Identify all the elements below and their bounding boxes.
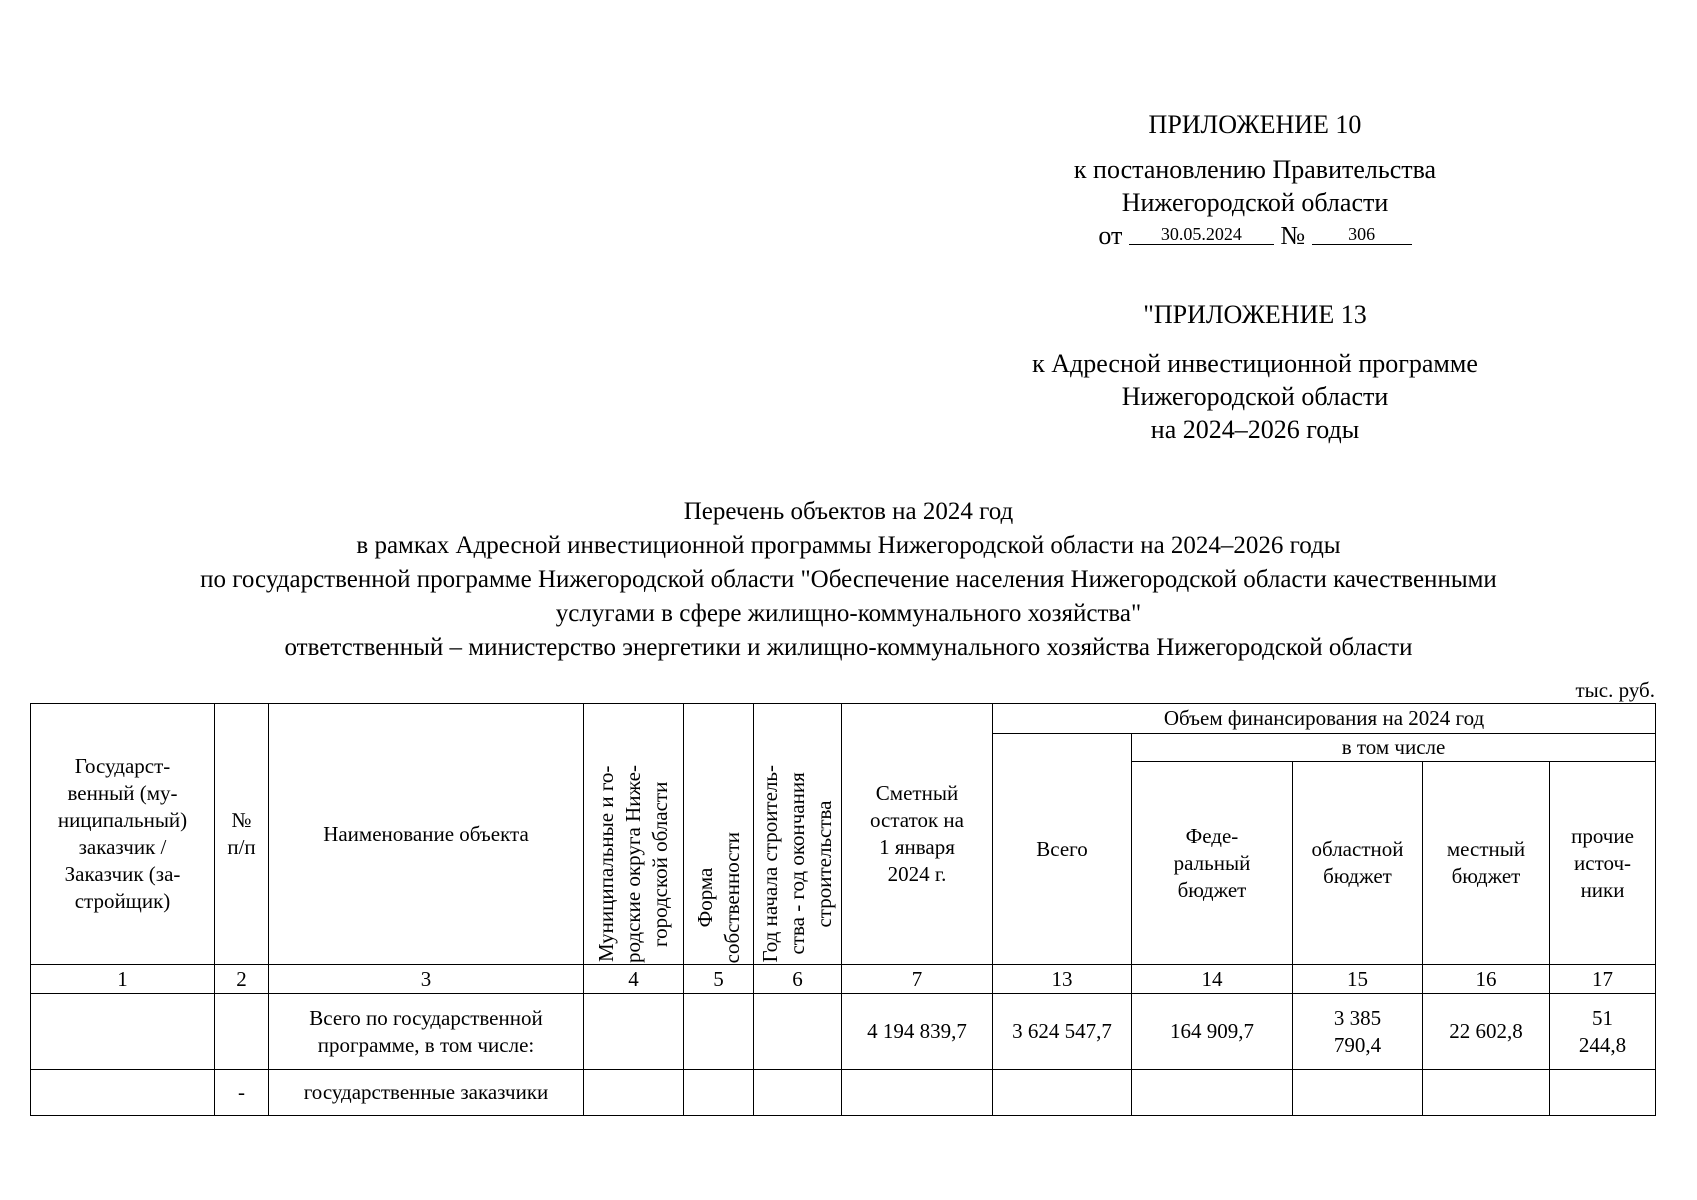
column-number: 15 xyxy=(1293,965,1423,994)
header-ownership xyxy=(684,704,754,965)
header-municipal-line: городской области xyxy=(648,781,672,947)
header-estimated-line: 1 января xyxy=(879,835,955,859)
header-customer-line: заказчик / xyxy=(78,835,167,859)
cell-years xyxy=(754,994,842,1070)
header-customer-line: венный (му- xyxy=(67,781,178,805)
cell-object-name xyxy=(269,1070,584,1116)
decree-number: 306 xyxy=(1312,224,1412,245)
cell-object-name xyxy=(269,994,584,1070)
cell-total: 3 624 547,7 xyxy=(993,994,1132,1070)
decree-date: 30.05.2024 xyxy=(1129,224,1274,245)
cell-ownership xyxy=(684,994,754,1070)
appendix-13-line-1: к Адресной инвестиционной программе xyxy=(1032,349,1478,378)
document-title-line-1: Перечень объектов на 2024 год xyxy=(683,498,1014,525)
header-num xyxy=(215,704,269,965)
header-regional-line: бюджет xyxy=(1323,864,1392,888)
header-customer-line: Заказчик (за- xyxy=(64,862,181,886)
cell-estimated-balance: 4 194 839,7 xyxy=(842,994,993,1070)
appendix-10-line-1: к постановлению Правительства xyxy=(1073,155,1437,184)
header-estimated-balance xyxy=(842,704,993,965)
cell-regional xyxy=(1293,994,1423,1070)
header-num-line: № xyxy=(231,808,252,832)
header-customer xyxy=(31,704,215,965)
header-federal-line: ральный xyxy=(1173,850,1251,875)
column-number-row xyxy=(31,965,1656,994)
appendix-13-header xyxy=(1000,298,1510,446)
column-number: 16 xyxy=(1423,965,1550,994)
cell-customer xyxy=(31,1070,215,1116)
header-other-line: прочие xyxy=(1571,823,1634,848)
header-local xyxy=(1423,762,1550,965)
cell-federal: 164 909,7 xyxy=(1132,994,1293,1070)
column-number: 7 xyxy=(842,965,993,994)
appendix-10-line-2: Нижегородской области xyxy=(1121,188,1389,217)
cell-regional-line: 3 385 xyxy=(1333,1005,1382,1030)
cell-ownership xyxy=(684,1070,754,1116)
cell-estimated-balance xyxy=(842,1070,993,1116)
header-financing: Объем финансирования на 2024 год xyxy=(993,704,1656,734)
document-title xyxy=(0,495,1697,665)
cell-num: - xyxy=(215,1070,269,1116)
header-customer-line: ниципальный) xyxy=(57,808,188,832)
header-regional-line: областной xyxy=(1311,837,1404,861)
header-regional xyxy=(1293,762,1423,965)
appendix-13-title: "ПРИЛОЖЕНИЕ 13 xyxy=(1143,300,1367,329)
cell-total xyxy=(993,1070,1132,1116)
cell-other-line: 51 xyxy=(1592,1005,1614,1030)
table-row-state-customers xyxy=(31,1070,1656,1116)
header-local-line: местный xyxy=(1446,837,1526,861)
cell-object-name-line: государственные заказчики xyxy=(303,1080,549,1104)
objects-table xyxy=(30,703,1656,1116)
cell-federal xyxy=(1132,1070,1293,1116)
header-ownership-line: собственности xyxy=(719,831,744,963)
header-years xyxy=(754,704,842,965)
table-row-total xyxy=(31,994,1656,1070)
document-title-line-5: ответственный – министерство энергетики и жилищно-коммунального хозяйства Нижегородской области xyxy=(284,634,1413,661)
column-number: 4 xyxy=(584,965,684,994)
header-federal xyxy=(1132,762,1293,965)
header-municipal-line: родские округа Ниже- xyxy=(621,765,645,963)
column-number: 17 xyxy=(1550,965,1656,994)
cell-regional xyxy=(1293,1070,1423,1116)
header-federal-line: бюджет xyxy=(1177,877,1247,902)
column-number: 1 xyxy=(31,965,215,994)
cell-num xyxy=(215,994,269,1070)
header-ownership-line: Форма xyxy=(692,867,717,928)
header-other xyxy=(1550,762,1656,965)
cell-municipal xyxy=(584,994,684,1070)
header-customer-line: стройщик) xyxy=(74,889,171,913)
document-title-line-4: услугами в сфере жилищно-коммунального хозяйства" xyxy=(555,600,1142,627)
header-local-line: бюджет xyxy=(1451,864,1521,888)
column-number: 6 xyxy=(754,965,842,994)
header-years-line: ства - год окончания xyxy=(785,773,809,956)
header-years-line: Год начала строитель- xyxy=(758,765,782,963)
cell-years xyxy=(754,1070,842,1116)
appendix-10-dateline xyxy=(1000,219,1510,252)
document-title-line-3: по государственной программе Нижегородской области "Обеспечение населения Нижегородской области качественными xyxy=(200,566,1497,593)
header-municipal-line: Муниципальные и го- xyxy=(594,765,618,963)
from-label: от xyxy=(1098,221,1123,250)
header-other-line: источ- xyxy=(1574,850,1632,875)
appendix-13-line-3: на 2024–2026 годы xyxy=(1150,415,1360,444)
appendix-10-title: ПРИЛОЖЕНИЕ 10 xyxy=(1148,110,1362,139)
appendix-13-line-2: Нижегородской области xyxy=(1121,382,1389,411)
header-num-line: п/п xyxy=(227,835,256,859)
header-object-name: Наименование объекта xyxy=(269,704,584,965)
header-total: Всего xyxy=(993,734,1132,965)
header-including: в том числе xyxy=(1132,734,1656,762)
cell-other-line: 244,8 xyxy=(1578,1032,1627,1057)
header-federal-line: Феде- xyxy=(1185,823,1239,848)
column-number: 14 xyxy=(1132,965,1293,994)
header-estimated-line: 2024 г. xyxy=(887,862,947,886)
column-number: 13 xyxy=(993,965,1132,994)
column-number: 3 xyxy=(269,965,584,994)
header-years-line: строительства xyxy=(812,800,836,928)
cell-regional-line: 790,4 xyxy=(1333,1032,1382,1057)
appendix-10-header xyxy=(1000,108,1510,252)
number-sign: № xyxy=(1280,221,1306,250)
column-number: 5 xyxy=(684,965,754,994)
header-other-line: ники xyxy=(1580,877,1625,902)
cell-object-name-line: Всего по государственной xyxy=(309,1005,543,1030)
document-title-line-2: в рамках Адресной инвестиционной программы Нижегородской области на 2024–2026 годы xyxy=(356,532,1341,559)
cell-municipal xyxy=(584,1070,684,1116)
header-municipal xyxy=(584,704,684,965)
header-customer-line: Государст- xyxy=(74,754,171,778)
header-estimated-line: Сметный xyxy=(875,781,959,805)
cell-other xyxy=(1550,1070,1656,1116)
header-estimated-line: остаток на xyxy=(870,808,964,832)
cell-local: 22 602,8 xyxy=(1423,994,1550,1070)
cell-other xyxy=(1550,994,1656,1070)
cell-customer xyxy=(31,994,215,1070)
cell-local xyxy=(1423,1070,1550,1116)
cell-object-name-line: программе, в том числе: xyxy=(317,1032,535,1057)
currency-unit: тыс. руб. xyxy=(1575,678,1655,702)
column-number: 2 xyxy=(215,965,269,994)
